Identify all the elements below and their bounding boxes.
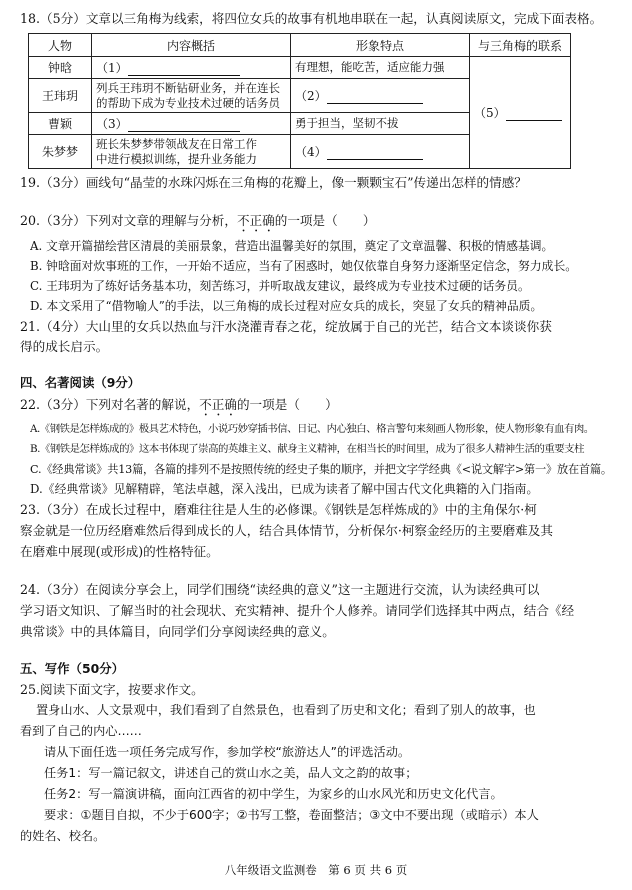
- answer-blank-3[interactable]: （3）: [92, 113, 291, 135]
- q22-option-b[interactable]: B.《钢铁是怎样炼成的》这本书体现了崇高的英雄主义、献身主义精神，在相当长的时间里，成为了很多人精神生活的重要支柱: [30, 443, 584, 455]
- section-5-heading: 五、写作（50分）: [20, 661, 124, 676]
- q20-option-d[interactable]: D. 本文采用了“借物喻人”的手法，以三角梅的成长过程对应女兵的成长，突显了女兵的精神品质。: [30, 299, 543, 313]
- q18-table: [28, 33, 571, 169]
- q20-option-b[interactable]: B. 钟晗面对炊事班的工作，一开始不适应，当有了困惑时，她仅依靠自身努力逐渐坚定信念，努力成长。: [30, 259, 578, 273]
- row-trait: 勇于担当，坚韧不拔: [291, 113, 470, 135]
- q21-line-2: 得的成长启示。: [20, 339, 109, 354]
- q20-emphasis: 不正确: [236, 213, 275, 228]
- q25-requirements-line-1: 要求：①题目自拟，不少于600字；②书写工整，卷面整洁；③文中不要出现（或暗示）本人: [44, 808, 539, 822]
- q19-stem: 19.（3分）画线句“晶莹的水珠闪烁在三角梅的花瓣上，像一颗颗宝石”传递出怎样的情感？: [20, 175, 527, 190]
- q22-option-a[interactable]: A.《钢铁是怎样炼成的》极具艺术特色，小说巧妙穿插书信、日记、内心独白、格言警句来刻画人物形象，使人物形象有血有肉。: [30, 423, 594, 435]
- q18-stem: 18.（5分）文章以三角梅为线索，将四位女兵的故事有机地串联在一起，认真阅读原文，完成下面表格。: [20, 11, 603, 26]
- q20-stem: 20.（3分）下列对文章的理解与分析，不正确的一项是（ ）: [20, 213, 376, 228]
- row-name: 钟晗: [29, 57, 92, 79]
- header-person: 人物: [29, 34, 92, 57]
- row-name: 王玮玥: [29, 79, 92, 113]
- answer-blank-5[interactable]: （5）: [470, 57, 571, 169]
- q25-material-line-2: 看到了自己的内心……: [20, 724, 142, 738]
- q23-line-1: 23.（3分）在成长过程中，磨难往往是人生的必修课。《钢铁是怎样炼成的》中的主角保尔·柯: [20, 502, 537, 517]
- q22-stem: 22.（3分）下列对名著的解说，不正确的一项是（ ）: [20, 397, 338, 412]
- header-trait: 形象特点: [291, 34, 470, 57]
- row-content-line: 的帮助下成为专业技术过硬的话务员: [96, 95, 280, 110]
- q23-line-3: 在磨难中展现(或形成)的性格特征。: [20, 544, 219, 559]
- answer-blank-1[interactable]: （1）: [92, 57, 291, 79]
- q24-line-1: 24.（3分）在阅读分享会上，同学们围绕“读经典的意义”这一主题进行交流，认为读经典可以: [20, 582, 540, 597]
- q25-requirements-line-2: 的姓名、校名。: [20, 829, 106, 843]
- answer-blank-2[interactable]: （2）: [291, 79, 470, 113]
- header-content: 内容概括: [92, 34, 291, 57]
- q25-task-1: 任务1：写一篇记叙文，讲述自己的赏山水之美，品人文之韵的故事；: [44, 766, 418, 780]
- row-name: 曹颖: [29, 113, 92, 135]
- row-content-line: 中进行模拟训练，提升业务能力: [96, 151, 257, 166]
- q24-line-2: 学习语文知识、了解当时的社会现状、充实精神、提升个人修养。请同学们选择其中两点，结合《经: [20, 603, 575, 618]
- q25-stem: 25.阅读下面文字，按要求作文。: [20, 682, 204, 697]
- q21-line-1: 21.（4分）大山里的女兵以热血与汗水浇灌青春之花，绽放属于自己的光芒，结合文本谈谈你获: [20, 319, 552, 334]
- q25-instruction: 请从下面任选一项任务完成写作，参加学校“旅游达人”的评选活动。: [44, 745, 411, 759]
- q22-option-d[interactable]: D.《经典常谈》见解精辟，笔法卓越，深入浅出，已成为读者了解中国古代文化典籍的入门指南。: [30, 482, 539, 496]
- row-name: 朱梦梦: [29, 135, 92, 169]
- q24-line-3: 典常谈》中的具体篇目，向同学们分享阅读经典的意义。: [20, 624, 335, 639]
- row-content-line: 列兵王玮玥不断钻研业务，并在连长: [96, 80, 280, 95]
- q20-option-c[interactable]: C. 王玮玥为了练好话务基本功，刻苦练习，并听取战友建议，最终成为专业技术过硬的话务员。: [30, 279, 530, 293]
- page-footer: 八年级语文监测卷 第 6 页 共 6 页: [224, 863, 408, 877]
- row-content-line: 班长朱梦梦带领战友在日常工作: [96, 136, 257, 151]
- section-4-heading: 四、名著阅读（9分）: [20, 375, 141, 390]
- q20-option-a[interactable]: A. 文章开篇描绘营区清晨的美丽景象，营造出温馨美好的氛围，奠定了文章温馨、积极的情感基调。: [30, 239, 554, 253]
- q25-material-line-1: 置身山水、人文景观中，我们看到了自然景色，也看到了历史和文化；看到了别人的故事，也: [36, 703, 536, 717]
- table-row: [29, 57, 571, 79]
- q22-emphasis: 不正确: [199, 397, 237, 412]
- header-link: 与三角梅的联系: [470, 34, 571, 57]
- q25-task-2: 任务2：写一篇演讲稿，面向江西省的初中学生，为家乡的山水风光和历史文化代言。: [44, 787, 503, 801]
- q22-option-c[interactable]: C.《经典常谈》共13篇，各篇的排列不是按照传统的经史子集的顺序，并把文字学经典《<说文解字>第一》放在首篇。: [30, 463, 612, 476]
- q23-line-2: 察金就是一位历经磨难然后得到成长的人，结合具体情节，分析保尔·柯察金经历的主要磨难及其: [20, 523, 553, 538]
- row-trait: 有理想，能吃苦，适应能力强: [291, 57, 470, 79]
- answer-blank-4[interactable]: （4）: [291, 135, 470, 169]
